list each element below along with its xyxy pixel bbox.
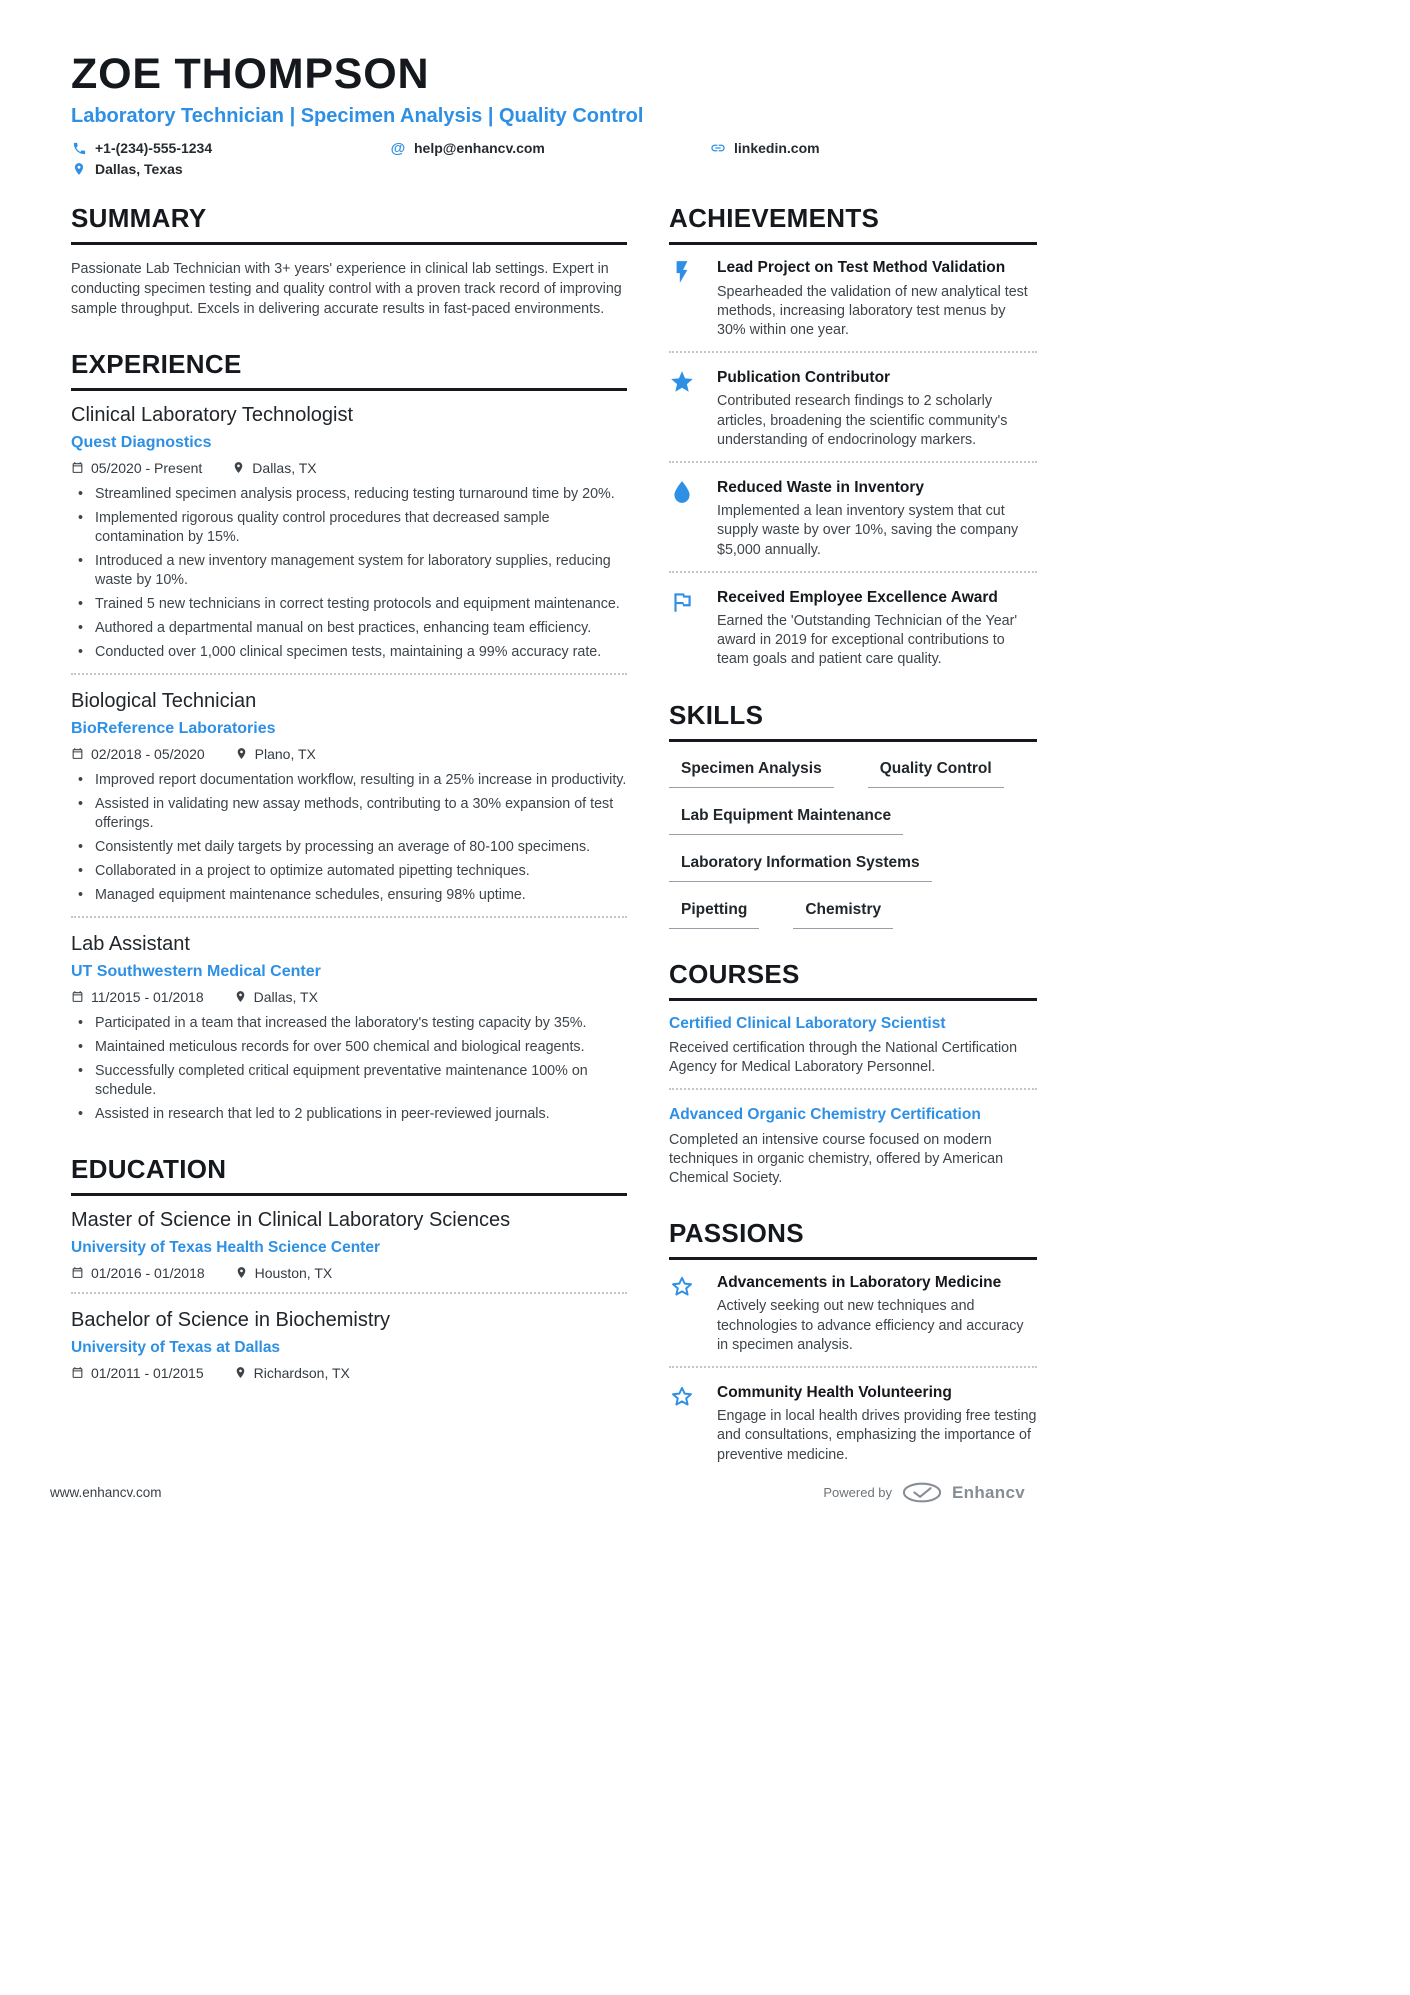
passion-body [717,1273,1037,1355]
job-bullets [71,1014,627,1124]
experience-heading: EXPERIENCE [71,349,627,391]
achievement-title: Lead Project on Test Method Validation [717,259,1006,277]
experience-section [71,349,627,1124]
job-title: Lab Assistant [71,933,190,956]
summary-heading: SUMMARY [71,203,627,245]
passion-item [669,1370,1037,1465]
contact-location [71,161,183,177]
job-dates [71,746,205,762]
job-dates-text: 11/2015 - 01/2018 [91,989,204,1006]
powered-by-label: Powered by [823,1485,893,1500]
job-bullet: • Implemented rigorous quality control procedures that decreased sample contamination by 15%. [71,509,627,547]
experience-entry [71,677,627,905]
job-location [234,989,318,1005]
skill-tag: Chemistry [793,899,893,929]
skill-tag: Quality Control [868,758,1004,788]
job-bullet: • Introduced a new inventory management system for laboratory supplies, reducing waste by 10%. [71,552,627,590]
skills-section [669,700,1037,929]
job-dates [71,989,204,1005]
education-location [234,1365,350,1381]
dotted-divider [71,1292,627,1294]
page-footer [50,1482,1025,1503]
degree-title: Master of Science in Clinical Laboratory Sciences [71,1209,511,1232]
degree-title: Bachelor of Science in Biochemistry [71,1309,391,1332]
calendar-icon [71,1366,85,1380]
email-text: help@enhancv.com [414,140,545,157]
course-title: Certified Clinical Laboratory Scientist [669,1014,946,1032]
passion-body [717,1383,1037,1465]
job-dates [71,460,202,476]
education-dates-text: 01/2016 - 01/2018 [91,1265,205,1282]
job-bullet: • Assisted in research that led to 2 publications in peer-reviewed journals. [71,1105,627,1124]
contact-row [71,140,1410,156]
location-icon [235,747,249,761]
job-bullet: • Collaborated in a project to optimize automated pipetting techniques. [71,862,627,881]
skill-tag: Lab Equipment Maintenance [669,805,903,835]
dotted-divider [669,571,1037,573]
star-icon [669,368,717,450]
location-icon [234,1366,248,1380]
company-name: BioReference Laboratories [71,720,276,738]
skill-tag: Specimen Analysis [669,758,834,788]
education-dates [71,1265,205,1281]
education-heading: EDUCATION [71,1154,627,1196]
headline: Laboratory Technician | Specimen Analysis | Quality Control [71,105,644,128]
achievement-item [669,465,1037,560]
courses-section [669,959,1037,1189]
skills-list [669,758,1037,929]
calendar-icon [71,461,85,475]
company-name: UT Southwestern Medical Center [71,963,321,981]
achievement-item [669,575,1037,670]
contact-email[interactable] [390,140,710,156]
job-title: Biological Technician [71,690,257,713]
education-meta [71,1265,627,1281]
location-text: Dallas, Texas [95,161,183,178]
left-column [71,203,627,1465]
location-icon [234,990,248,1004]
at-icon: @ [390,139,406,157]
job-meta [71,989,627,1005]
job-dates-text: 02/2018 - 05/2020 [91,746,205,763]
achievement-body [717,588,1037,670]
dotted-divider [669,1366,1037,1368]
passion-item [669,1260,1037,1355]
achievement-text: Implemented a lean inventory system that cut supply waste by over 10%, saving the company $5,000 annually. [717,503,1019,558]
skill-tag: Pipetting [669,899,759,929]
job-bullet: • Participated in a team that increased the laboratory's testing capacity by 35%. [71,1014,627,1033]
linkedin-text: linkedin.com [734,140,820,157]
right-column [669,203,1037,1465]
contact-linkedin[interactable] [710,140,820,156]
job-dates-text: 05/2020 - Present [91,460,203,477]
job-bullet: • Successfully completed critical equipment preventative maintenance 100% on schedule. [71,1062,627,1100]
contact-phone [71,140,390,156]
phone-text: +1-(234)-555-1234 [95,140,213,157]
phone-icon [71,140,87,156]
summary-text: Passionate Lab Technician with 3+ years' experience in clinical lab settings. Expert in conducting specimen testing and quality control with a proven track record of improving sample throughput. Excels in delivering accurate results in fast-paced environments. [71,261,622,318]
contact-row [71,161,1410,177]
achievement-text: Contributed research findings to 2 scholarly articles, broadening the scientific community's understanding of endocrinology markers. [717,393,1008,448]
dotted-divider [669,461,1037,463]
course-entry [669,1092,1037,1188]
education-section [71,1154,627,1381]
job-location [235,746,316,762]
resume-header [71,52,1410,177]
job-bullet: • Trained 5 new technicians in correct testing protocols and equipment maintenance. [71,595,627,614]
education-dates-text: 01/2011 - 01/2015 [91,1365,204,1382]
passion-title: Advancements in Laboratory Medicine [717,1274,1002,1292]
achievement-body [717,478,1037,560]
contact-info [71,140,1410,177]
passion-text: Actively seeking out new techniques and technologies to advance efficiency and accuracy in specimen analysis. [717,1298,1024,1353]
job-meta [71,746,627,762]
job-meta [71,460,627,476]
footer-website-link[interactable]: www.enhancv.com [50,1485,162,1500]
resume-body [71,203,1410,1465]
skills-heading: SKILLS [669,700,1037,742]
flag-icon [669,588,717,670]
experience-entry [71,391,627,662]
job-location-text: Plano, TX [254,746,316,763]
school-name: University of Texas Health Science Center [71,1239,380,1257]
school-name: University of Texas at Dallas [71,1339,281,1357]
achievement-title: Publication Contributor [717,368,891,386]
course-text: Completed an intensive course focused on modern techniques in organic chemistry, offered by American Chemical Society. [669,1131,1004,1186]
enhancv-brand-text: Enhancv [952,1482,1025,1502]
education-location-text: Houston, TX [254,1265,333,1282]
dotted-divider [71,916,627,918]
enhancv-logo-icon [902,1482,942,1503]
location-icon [232,461,246,475]
dotted-divider [71,673,627,675]
achievement-body [717,368,1037,450]
education-dates [71,1365,204,1381]
location-icon [71,161,87,177]
calendar-icon [71,747,85,761]
calendar-icon [71,1266,85,1280]
achievement-text: Spearheaded the validation of new analytical test methods, increasing laboratory test menus by 30% within one year. [717,283,1028,338]
job-bullet: • Assisted in validating new assay methods, contributing to a 30% expansion of test offerings. [71,795,627,833]
achievement-title: Received Employee Excellence Award [717,588,998,606]
achievement-body [717,258,1037,340]
company-name: Quest Diagnostics [71,434,212,452]
star-outline-icon [669,1383,717,1465]
education-entry [71,1196,627,1281]
education-location-text: Richardson, TX [253,1365,350,1382]
dotted-divider [669,351,1037,353]
calendar-icon [71,990,85,1004]
star-outline-icon [669,1273,717,1355]
summary-section [71,203,627,319]
experience-entry [71,920,627,1124]
education-meta [71,1365,627,1381]
lightning-icon [669,258,717,340]
passion-text: Engage in local health drives providing free testing and consultations, emphasizing the importance of preventive medicine. [717,1408,1037,1463]
passions-section [669,1218,1037,1465]
skill-tag: Laboratory Information Systems [669,852,932,882]
job-bullets [71,485,627,662]
achievements-heading: ACHIEVEMENTS [669,203,1037,245]
job-bullet: • Managed equipment maintenance schedules, ensuring 98% uptime. [71,886,627,905]
achievement-item [669,245,1037,340]
link-icon [710,140,726,156]
job-bullets [71,771,627,905]
course-text: Received certification through the National Certification Agency for Medical Laboratory Personnel. [669,1039,1018,1076]
job-location [232,460,316,476]
job-bullet: • Maintained meticulous records for over 500 chemical and biological reagents. [71,1038,627,1057]
job-bullet: • Consistently met daily targets by processing an average of 80-100 specimens. [71,838,627,857]
person-name: ZOE THOMPSON [71,50,430,98]
droplet-icon [669,478,717,560]
achievement-text: Earned the 'Outstanding Technician of the Year' award in 2019 for exceptional contributions to team goals and patient care quality. [717,613,1018,668]
course-title: Advanced Organic Chemistry Certification [669,1106,981,1124]
achievements-section [669,203,1037,669]
job-bullet: • Conducted over 1,000 clinical specimen tests, maintaining a 99% accuracy rate. [71,643,627,662]
job-location-text: Dallas, TX [252,460,317,477]
job-bullet: • Authored a departmental manual on best practices, enhancing team efficiency. [71,619,627,638]
dotted-divider [669,1088,1037,1090]
passion-title: Community Health Volunteering [717,1383,952,1401]
achievement-title: Reduced Waste in Inventory [717,478,924,496]
job-bullet: • Improved report documentation workflow, resulting in a 25% increase in productivity. [71,771,627,790]
course-entry [669,1001,1037,1078]
passions-heading: PASSIONS [669,1218,1037,1260]
achievement-item [669,355,1037,450]
job-location-text: Dallas, TX [253,989,318,1006]
courses-heading: COURSES [669,959,1037,1001]
location-icon [235,1266,249,1280]
education-location [235,1265,333,1281]
job-title: Clinical Laboratory Technologist [71,404,354,427]
education-entry [71,1296,627,1381]
job-bullet: • Streamlined specimen analysis process, reducing testing turnaround time by 20%. [71,485,627,504]
powered-by-link[interactable] [823,1482,1025,1503]
